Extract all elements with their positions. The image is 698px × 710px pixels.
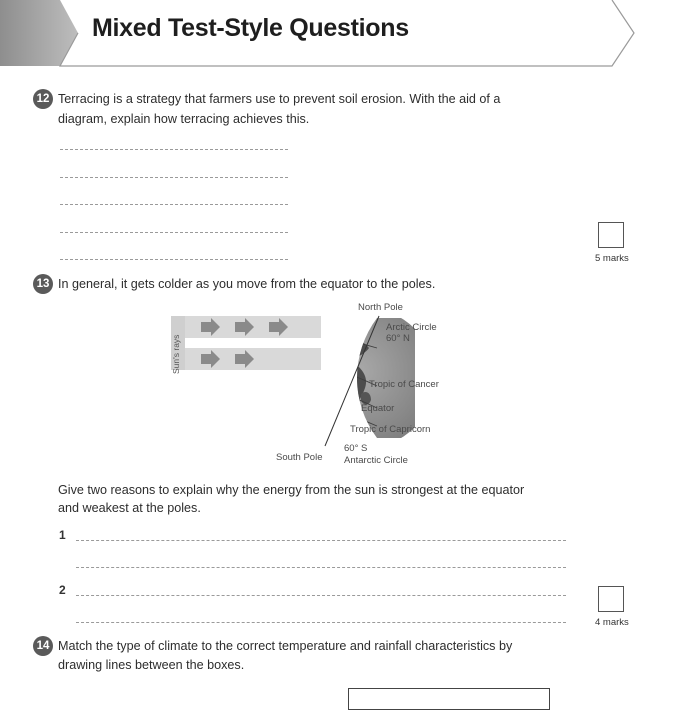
sun-rays-label: Sun's rays <box>171 334 181 374</box>
header-tab-shape <box>0 0 78 66</box>
marks-box-q13[interactable] <box>598 586 624 612</box>
label-tropic-of-capricorn: Tropic of Capricorn <box>350 424 431 435</box>
match-box[interactable] <box>348 688 550 710</box>
marks-label-q13: 4 marks <box>595 617 629 628</box>
label-arctic-circle: Arctic Circle <box>386 322 437 333</box>
question-number-14: 14 <box>33 636 53 656</box>
question-12-line-1: Terracing is a strategy that farmers use to prevent soil erosion. With the aid of a <box>58 92 501 106</box>
question-13-prompt-line-2: and weakest at the poles. <box>58 501 201 515</box>
label-north-pole: North Pole <box>358 302 403 313</box>
label-equator: Equator <box>361 403 395 414</box>
answer-line[interactable] <box>76 567 566 568</box>
label-south-lat: 60° S <box>344 443 368 454</box>
answer-number-1: 1 <box>59 528 66 542</box>
question-13-prompt-line-1: Give two reasons to explain why the energy from the sun is strongest at the equator <box>58 483 525 497</box>
label-south-pole: South Pole <box>276 452 323 463</box>
label-tropic-of-cancer: Tropic of Cancer <box>369 379 439 390</box>
europe-continent <box>335 323 369 335</box>
question-12-line-2: diagram, explain how terracing achieves this. <box>58 112 310 126</box>
answer-line[interactable] <box>60 149 288 150</box>
answer-line[interactable] <box>60 204 288 205</box>
label-antarctic-circle: Antarctic Circle <box>344 455 408 466</box>
question-13-intro: In general, it gets colder as you move from the equator to the poles. <box>58 277 436 291</box>
marks-box-q12[interactable] <box>598 222 624 248</box>
question-14-line-2: drawing lines between the boxes. <box>58 658 245 672</box>
page-title: Mixed Test-Style Questions <box>92 14 409 42</box>
answer-line[interactable] <box>60 232 288 233</box>
question-14-line-1: Match the type of climate to the correct temperature and rainfall characteristics by <box>58 639 513 653</box>
answer-line[interactable] <box>76 540 566 541</box>
answer-line[interactable] <box>60 177 288 178</box>
label-arctic-lat: 60° N <box>386 333 410 344</box>
answer-line[interactable] <box>76 622 566 623</box>
marks-label-q12: 5 marks <box>595 253 629 264</box>
answer-number-2: 2 <box>59 583 66 597</box>
answer-line[interactable] <box>60 259 288 260</box>
answer-line[interactable] <box>76 595 566 596</box>
question-number-12: 12 <box>33 89 53 109</box>
question-number-13: 13 <box>33 274 53 294</box>
